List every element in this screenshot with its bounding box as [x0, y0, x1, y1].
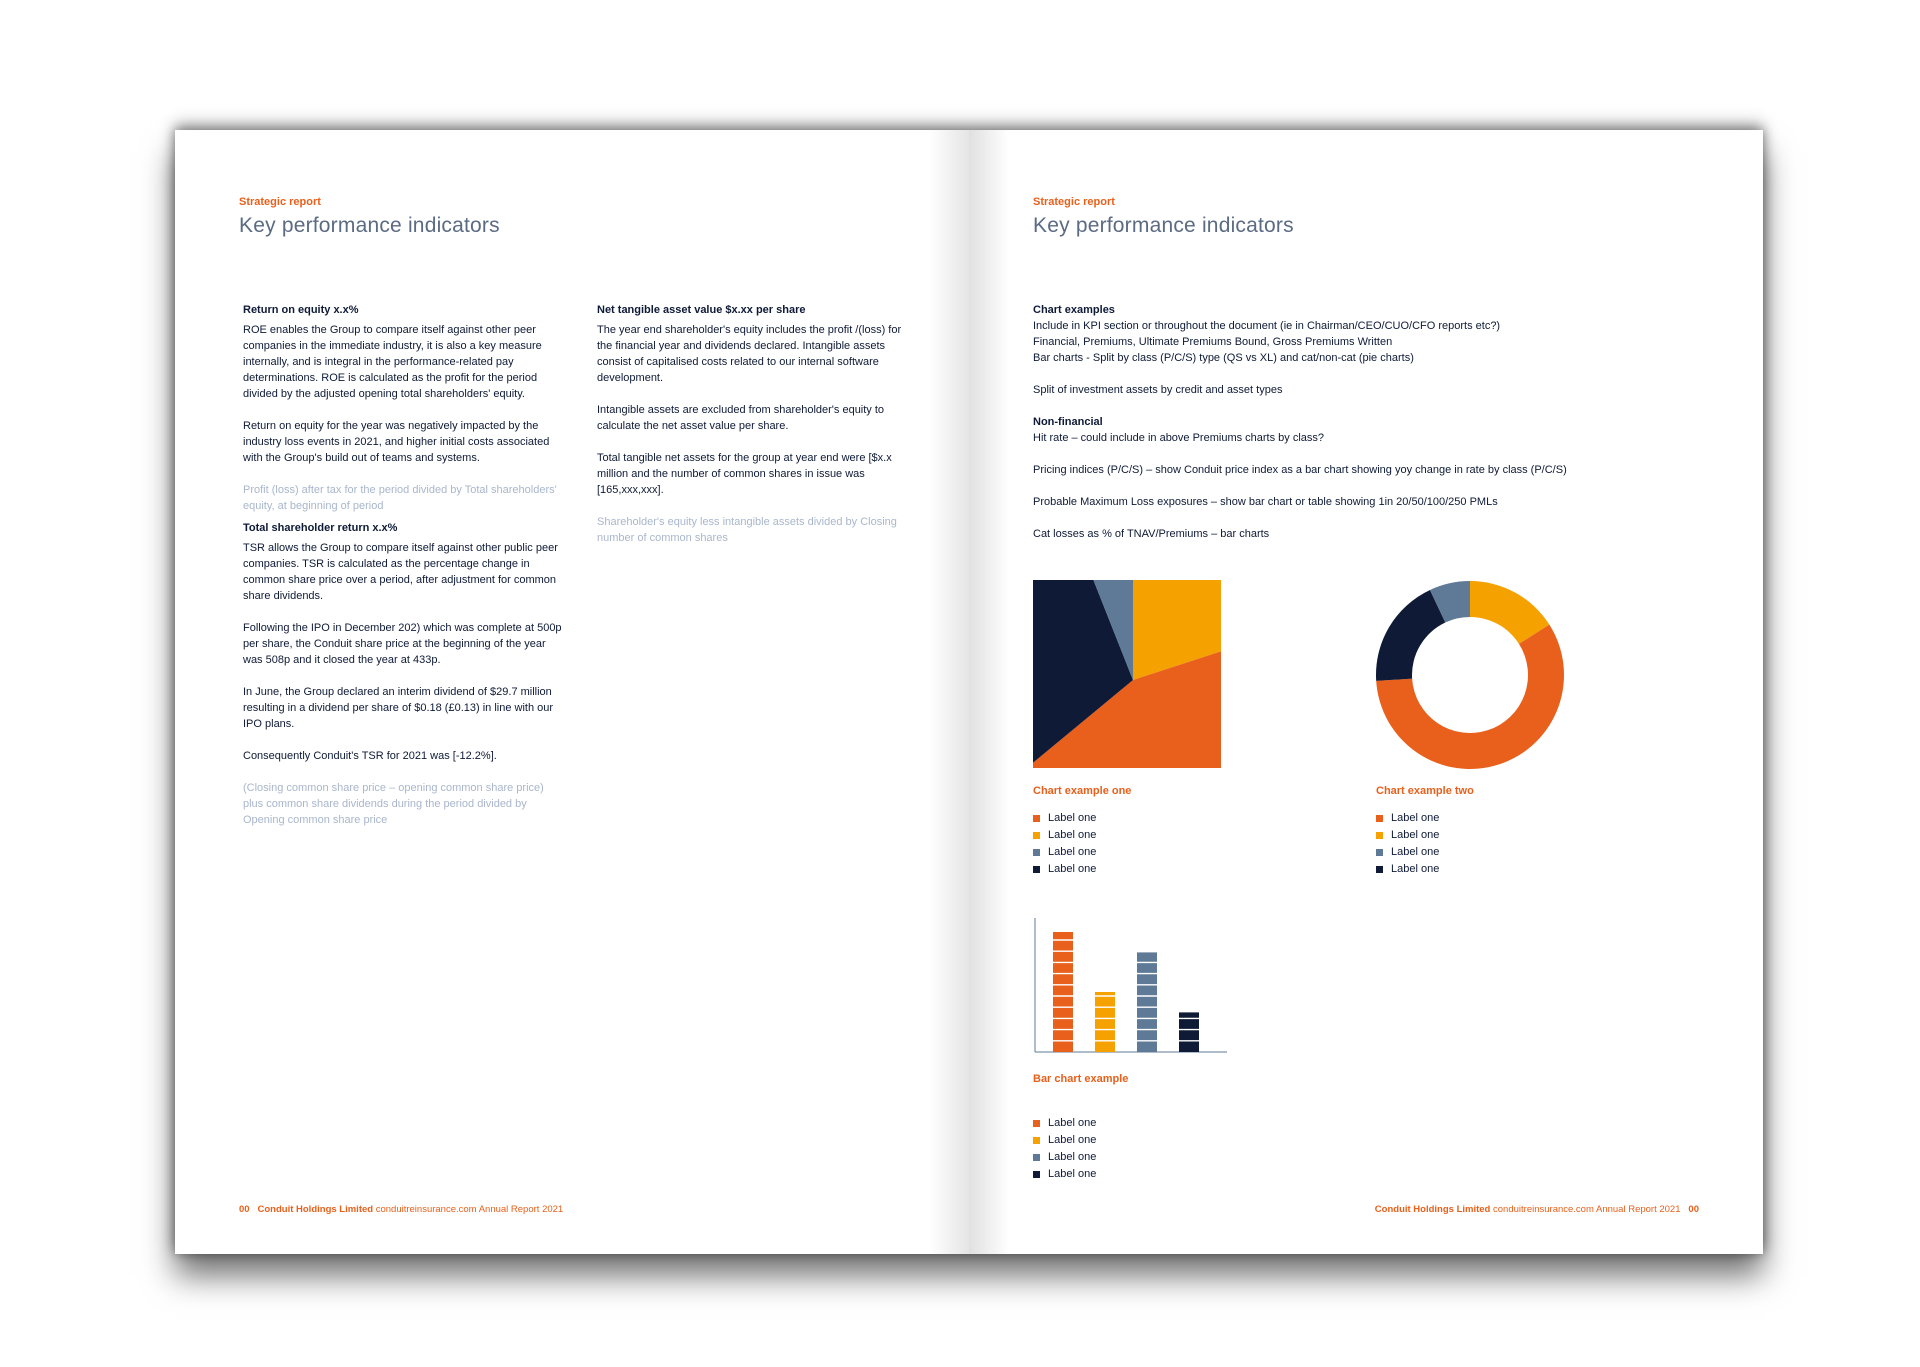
tsr-paragraph-2: Following the IPO in December 202) which was complete at 500p per share, the Conduit share price at the beginning of the year was 508p and it closed the year at 433p.: [243, 622, 562, 666]
page-title: Key performance indicators: [239, 214, 500, 237]
note-line-5: Hit rate – could include in above Premiums charts by class?: [1033, 432, 1325, 444]
note-line-2: Financial, Premiums, Ultimate Premiums Bound, Gross Premiums Written: [1033, 336, 1393, 348]
legend-swatch-slate: [1376, 849, 1383, 856]
legend-swatch-orange: [1033, 1120, 1040, 1127]
ntav-formula: Shareholder's equity less intangible assets divided by Closing number of common shares: [597, 516, 897, 544]
note-line-7: Probable Maximum Loss exposures – show bar chart or table showing 1in 20/50/100/250 PMLs: [1033, 496, 1498, 508]
legend-item: [1376, 810, 1439, 827]
bar: [1137, 952, 1157, 1052]
tsr-paragraph-4: Consequently Conduit's TSR for 2021 was [-12.2%].: [243, 750, 497, 762]
gutter-shadow: [969, 130, 1009, 1254]
left-page: [175, 130, 969, 1254]
ntav-paragraph-3: Total tangible net assets for the group at year end were [$x.x million and the number of common shares in issue was [165,xxx,xxx].: [597, 452, 892, 496]
report-spread: [175, 130, 1763, 1254]
legend-swatch-navy: [1033, 1171, 1040, 1178]
legend-label: Label one: [1391, 846, 1440, 858]
kpi-column-two: [597, 302, 919, 562]
legend-item: [1033, 844, 1096, 861]
legend-label: Label one: [1048, 829, 1097, 841]
bar-chart-legend: [1033, 1115, 1096, 1183]
tsr-formula: (Closing common share price – opening common share price) plus common share dividends during the period divided by Opening common share price: [243, 782, 544, 826]
legend-swatch-amber: [1376, 832, 1383, 839]
legend-item: [1376, 861, 1439, 878]
bar-chart-example: [1033, 910, 1229, 1060]
legend-label: Label one: [1048, 1134, 1097, 1146]
legend-item: [1033, 1149, 1096, 1166]
chart-one-title: Chart example one: [1033, 785, 1132, 797]
legend-item: [1033, 1132, 1096, 1149]
legend-swatch-orange: [1033, 815, 1040, 822]
nonfinancial-heading: Non-financial: [1033, 416, 1103, 428]
gutter-shadow: [929, 130, 969, 1254]
legend-item: [1033, 861, 1096, 878]
footer-publication: conduitreinsurance.com Annual Report 2021: [375, 1204, 564, 1215]
tsr-paragraph-1: TSR allows the Group to compare itself against other public peer companies. TSR is calculated as the percentage change in common share price over a period, after adjustment for common share dividends.: [243, 542, 558, 602]
chart-example-two: [1375, 580, 1565, 770]
right-page: [969, 130, 1763, 1254]
donut-segment: [1376, 590, 1445, 681]
chart-examples-heading: Chart examples: [1033, 304, 1115, 316]
note-line-4: Split of investment assets by credit and asset types: [1033, 384, 1283, 396]
legend-swatch-amber: [1033, 832, 1040, 839]
legend-label: Label one: [1391, 812, 1440, 824]
legend-swatch-slate: [1033, 849, 1040, 856]
section-kicker: Strategic report: [1033, 196, 1115, 208]
chart-two-legend: [1376, 810, 1439, 878]
roe-paragraph-2: Return on equity for the year was negatively impacted by the industry loss events in 2021, and higher initial costs associated with the Group's build out of teams and systems.: [243, 420, 550, 464]
legend-item: [1033, 1115, 1096, 1132]
footer-page-number: 00: [239, 1204, 250, 1215]
ntav-paragraph-1: The year end shareholder's equity includes the profit /(loss) for the financial year and dividends declared. Intangible assets consist of capitalised costs related to our internal software development.: [597, 324, 902, 384]
pie-slices: [1033, 580, 1221, 768]
legend-item: [1376, 827, 1439, 844]
bar-chart-title: Bar chart example: [1033, 1073, 1129, 1085]
legend-label: Label one: [1391, 863, 1440, 875]
tsr-paragraph-3: In June, the Group declared an interim dividend of $29.7 million resulting in a dividend per share of $0.18 (£0.13) in line with our IPO plans.: [243, 686, 554, 730]
legend-label: Label one: [1048, 1151, 1097, 1163]
legend-swatch-navy: [1376, 866, 1383, 873]
section-kicker: Strategic report: [239, 196, 321, 208]
bar: [1095, 992, 1115, 1052]
legend-label: Label one: [1048, 846, 1097, 858]
kpi-column-one: [243, 302, 565, 844]
right-footer: [1375, 1204, 1699, 1215]
chart-two-title: Chart example two: [1376, 785, 1474, 797]
chart-one-legend: [1033, 810, 1096, 878]
note-line-6: Pricing indices (P/C/S) – show Conduit price index as a bar chart showing yoy change in rate by class (P/C/S): [1033, 464, 1567, 476]
chart-notes: [1033, 302, 1723, 542]
note-line-8: Cat losses as % of TNAV/Premiums – bar charts: [1033, 528, 1270, 540]
bar: [1053, 932, 1073, 1052]
ntav-heading: Net tangible asset value $x.xx per share: [597, 304, 806, 316]
page-title: Key performance indicators: [1033, 214, 1294, 237]
legend-label: Label one: [1048, 1168, 1097, 1180]
roe-paragraph-1: ROE enables the Group to compare itself against other peer companies in the immediate industry, it is also a key measure internally, and is integral in the performance-related pay determinations. ROE is calculated as the profit for the period divided by the adjusted opening total shareholders' equity.: [243, 324, 542, 400]
legend-label: Label one: [1048, 863, 1097, 875]
footer-publication: conduitreinsurance.com Annual Report 2021: [1493, 1204, 1681, 1215]
legend-label: Label one: [1048, 812, 1097, 824]
footer-page-number: 00: [1688, 1204, 1699, 1215]
ntav-paragraph-2: Intangible assets are excluded from shareholder's equity to calculate the net asset value per share.: [597, 404, 885, 432]
chart-example-one: [1033, 580, 1221, 768]
legend-item: [1033, 827, 1096, 844]
left-footer: [239, 1204, 563, 1215]
legend-swatch-amber: [1033, 1137, 1040, 1144]
roe-formula: Profit (loss) after tax for the period divided by Total shareholders' equity, at beginning of period: [243, 484, 557, 512]
legend-swatch-slate: [1033, 1154, 1040, 1161]
legend-item: [1376, 844, 1439, 861]
legend-swatch-orange: [1376, 815, 1383, 822]
note-line-3: Bar charts - Split by class (P/C/S) type (QS vs XL) and cat/non-cat (pie charts): [1033, 352, 1414, 364]
footer-company: Conduit Holdings Limited: [257, 1204, 374, 1215]
roe-heading: Return on equity x.x%: [243, 304, 359, 316]
legend-swatch-navy: [1033, 866, 1040, 873]
legend-label: Label one: [1048, 1117, 1097, 1129]
note-line-1: Include in KPI section or throughout the document (ie in Chairman/CEO/CUO/CFO reports etc?): [1033, 320, 1501, 332]
legend-label: Label one: [1391, 829, 1440, 841]
legend-item: [1033, 810, 1096, 827]
tsr-heading: Total shareholder return x.x%: [243, 522, 398, 534]
footer-company: Conduit Holdings Limited: [1374, 1204, 1491, 1215]
legend-item: [1033, 1166, 1096, 1183]
